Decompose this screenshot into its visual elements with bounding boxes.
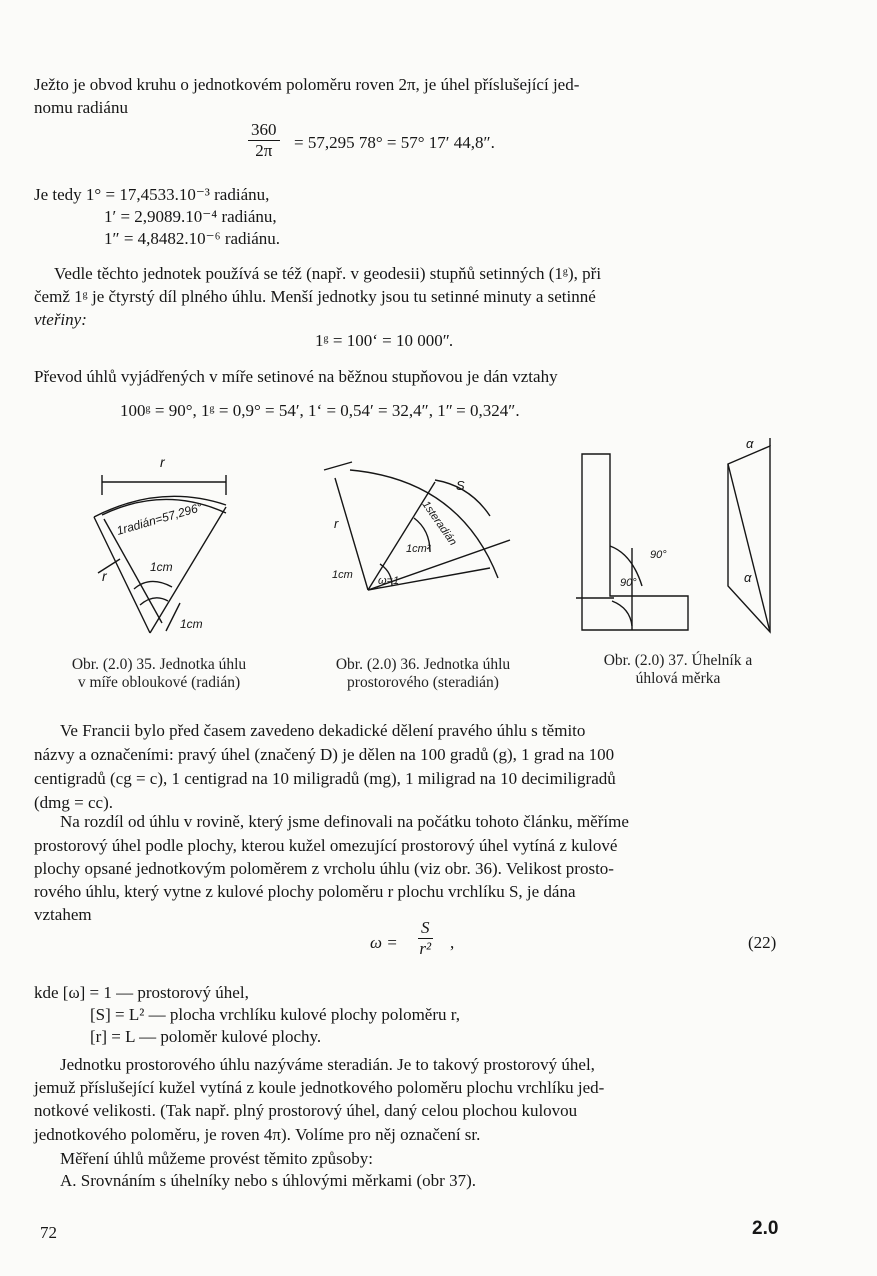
unit-line: Je tedy 1° = 17,4533.10⁻³ radiánu, [34, 185, 270, 204]
figure-caption: Obr. (2.0) 36. Jednotka úhlu prostorového (steradián) [335, 656, 511, 691]
equation-tail: , [450, 933, 455, 952]
text-line: jemuž příslušející kužel vytíná z koule jednotkového poloměru plochu vrchlíku jed- [34, 1078, 605, 1097]
text-line: jednotkového poloměru, je roven 4π). Volíme pro něj označení sr. [34, 1125, 481, 1144]
arc-label: 1radián=57,296° [114, 500, 204, 538]
angle-label: 90° [620, 577, 637, 589]
text-line: Ježto je obvod kruhu o jednotkovém poloměru roven 2π, je úhel příslušející jed- [34, 75, 580, 94]
equation-number: (22) [748, 933, 777, 952]
text-line: čemž 1ᵍ je čtyrstý díl plného úhlu. Menší jednotky jsou tu setinné minuty a setinné [34, 287, 596, 306]
equation-lhs: ω = [370, 933, 398, 952]
text-line: rového úhlu, který vytne z kulové plochy poloměru r plochu vrchlíku S, je dána [34, 882, 576, 901]
text-line: Převod úhlů vyjádřených v míře setinové na běžnou stupňovou je dán vztahy [34, 367, 558, 386]
text-line: prostorový úhel podle plochy, kterou kužel omezující prostorový úhel vytíná z kulové [34, 836, 618, 855]
cm-label: 1cm [150, 560, 173, 574]
text-line: notkové velikosti. (Tak např. plný prostorový úhel, daný celou plochou kulovou [34, 1101, 578, 1120]
equation-line: 1ᵍ = 100ʻ = 10 000ʺ. [315, 331, 454, 350]
text-line: vztahem [34, 905, 92, 924]
angle-label: α [746, 436, 754, 451]
radius-label: r [160, 454, 165, 470]
text-line: názvy a označeními: pravý úhel (značený D) je dělen na 100 gradů (g), 1 grad na 100 [34, 745, 615, 764]
equation-fraction: $\frac{360}{2\pi}$ [248, 120, 280, 161]
definition-line: [r] = L — poloměr kulové plochy. [90, 1027, 322, 1046]
figure-caption: Obr. (2.0) 37. Úhelník a úhlová měrka [603, 652, 753, 687]
page-number: 72 [40, 1223, 57, 1242]
square-gauge-figure [572, 436, 782, 636]
radius-label: r [102, 568, 107, 584]
text-line: Ve Francii bylo před časem zavedeno dekadické dělení pravého úhlu s těmito [60, 721, 586, 740]
area-label: S [456, 478, 465, 493]
text-line: Na rozdíl od úhlu v rovině, který jsme definovali na počátku tohoto článku, měříme [60, 812, 629, 831]
text-line: Jednotku prostorového úhlu nazýváme steradián. Je to takový prostorový úhel, [60, 1055, 595, 1074]
area-unit-label: 1cm² [406, 543, 431, 555]
unit-line: 1′ = 2,9089.10⁻⁴ radiánu, [104, 207, 277, 226]
text-line: nomu radiánu [34, 98, 128, 117]
angle-label: α [744, 570, 752, 585]
definition-line: [S] = L² — plocha vrchlíku kulové plochy poloměru r, [90, 1005, 460, 1024]
radius-label: r [334, 516, 339, 531]
equation-line: 100ᵍ = 90°, 1ᵍ = 0,9° = 54′, 1ʻ = 0,54′ = 32,4″, 1ʺ = 0,324″. [120, 401, 520, 420]
text-line: Měření úhlů můžeme provést těmito způsoby: [60, 1149, 374, 1168]
equation-rhs: = 57,295 78° = 57° 17′ 44,8″. [294, 133, 495, 152]
radian-figure [80, 455, 240, 645]
text-line: (dmg = cc). [34, 793, 113, 812]
figure-caption: Obr. (2.0) 35. Jednotka úhlu v míře obloukové (radián) [71, 656, 247, 691]
text-line: vteřiny: [34, 310, 87, 329]
omega-label: ω=1 [378, 575, 400, 587]
cm-label: 1cm [332, 569, 353, 581]
definition-line: kde [ω] = 1 — prostorový úhel, [34, 983, 249, 1002]
angle-label: 90° [650, 549, 667, 561]
text-line: Vedle těchto jednotek používá se též (např. v geodesii) stupňů setinných (1ᵍ), při [54, 264, 602, 283]
unit-line: 1″ = 4,8482.10⁻⁶ radiánu. [104, 229, 281, 248]
text-line: A. Srovnáním s úhelníky nebo s úhlovými měrkami (obr 37). [60, 1171, 476, 1190]
section-number: 2.0 [752, 1218, 779, 1239]
text-line: plochy opsané jednotkovým poloměrem z vrcholu úhlu (viz obr. 36). Velikost prosto- [34, 859, 614, 878]
cm-label: 1cm [180, 617, 203, 631]
steradian-label: 1steradián [419, 498, 459, 548]
equation-fraction: $\frac{S}{\text{r²}}$ [419, 918, 432, 958]
text-line: centigradů (cg = c), 1 centigrad na 10 miligradů (mg), 1 miligrad na 10 decimiligradů [34, 769, 616, 788]
steradian-figure [320, 460, 520, 600]
